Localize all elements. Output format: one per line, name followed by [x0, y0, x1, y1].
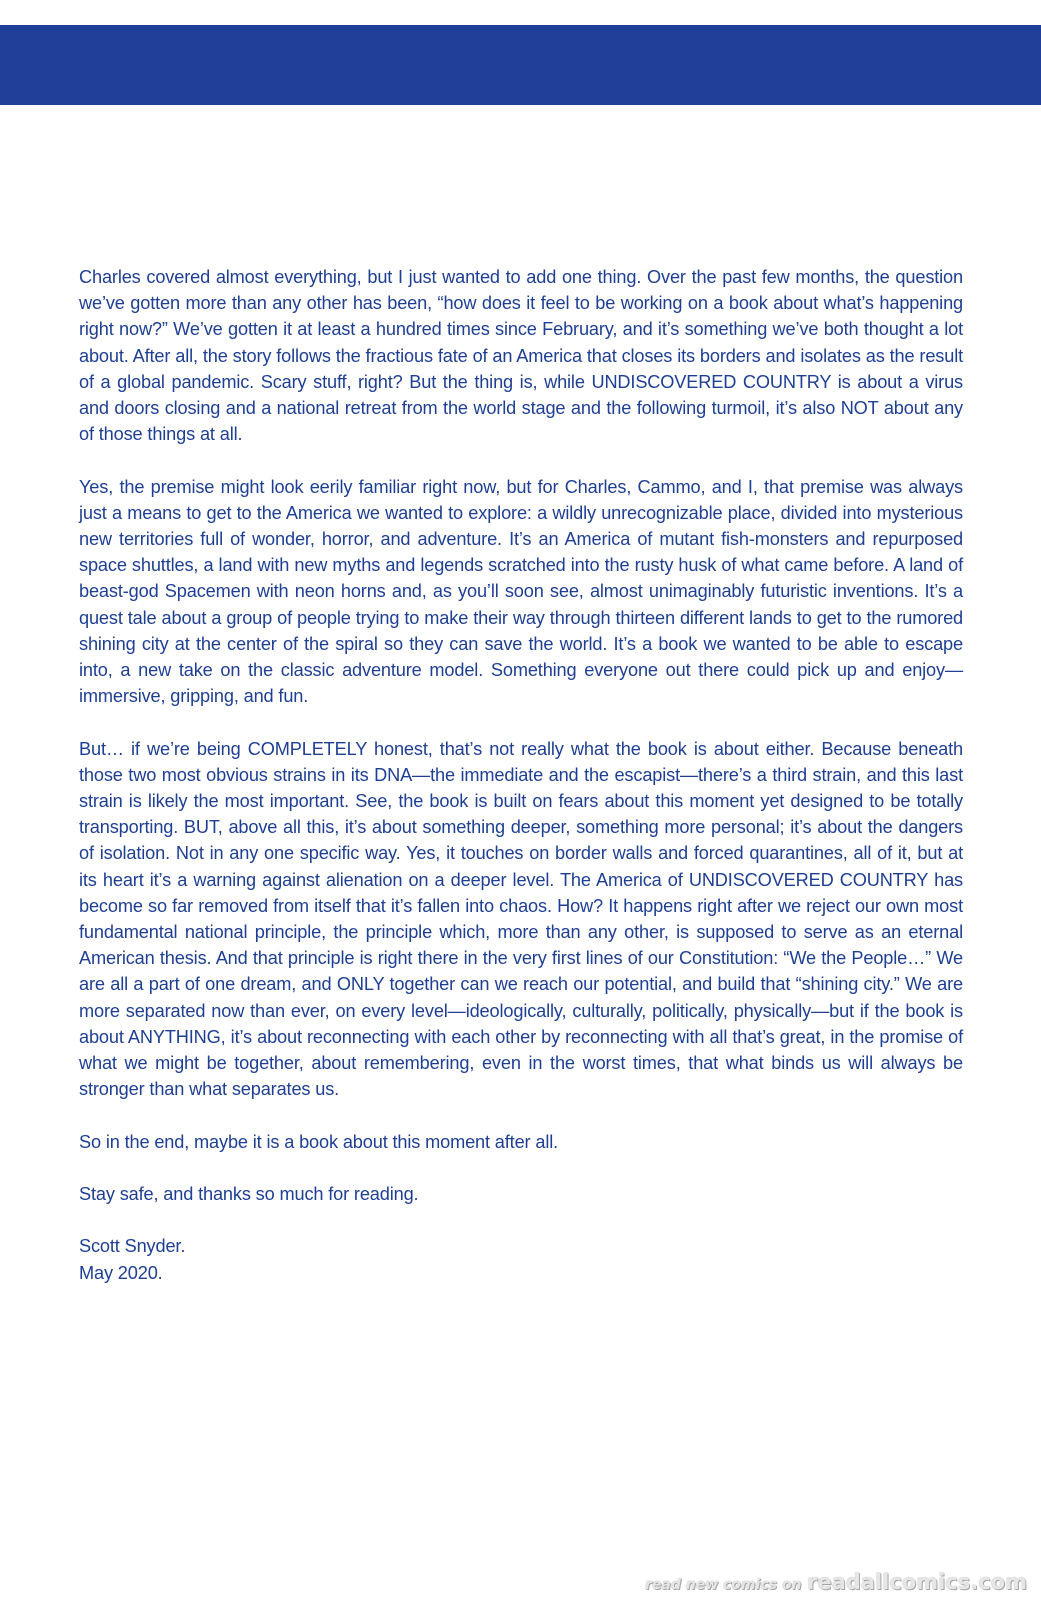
watermark-site: readallcomics.com — [806, 1570, 1027, 1594]
header-color-band — [0, 25, 1041, 105]
letter-body — [79, 264, 963, 1312]
signature-date: May 2020. — [79, 1262, 163, 1283]
signature-name: Scott Snyder. — [79, 1236, 186, 1257]
letter-paragraph: But… if we’re being COMPLETELY honest, that’s not really what the book is about either. Because beneath those two most obvious strains in its DNA—the immediate and the escapist—there’s a third strain, and this last strain is likely the most important. See, the book is built on fears about this moment yet designed to be totally transporting. BUT, above all this, it’s about something deeper, something more personal; it’s about the dangers of isolation. Not in any one specific way. Yes, it touches on border walls and forced quarantines, all of it, but at its heart it’s a warning against alienation on a deeper level. The America of UNDISCOVERED COUNTRY has become so far removed from itself that it’s fallen into chaos. How? It happens right after we reject our own most fundamental national principle, the principle which, more than any other, is supposed to serve as an eternal American thesis. And that principle is right there in the very first lines of our Constitution: “We the People…” We are all a part of one dream, and ONLY together can we reach our potential, and build that “shining city.” We are more separated now than ever, on every level—ideologically, culturally, politically, physically—but if the book is about ANYTHING, it’s about reconnecting with each other by reconnecting with all that’s great, in the promise of what we might be together, about remembering, even in the worst times, that what binds us will always be stronger than what separates us. — [79, 738, 963, 1100]
letter-paragraph: Stay safe, and thanks so much for reading. — [79, 1184, 419, 1205]
site-watermark — [645, 1570, 1027, 1594]
letter-paragraph: Yes, the premise might look eerily familiar right now, but for Charles, Cammo, and I, that premise was always just a means to get to the America we wanted to explore: a wildly unrecognizable place, divided into mysterious new territories full of wonder, horror, and adventure. It’s an America of mutant fish-monsters and repurposed space shuttles, a land with new myths and legends scratched into the rusty husk of what came before. A land of beast-god Spacemen with neon horns and, as you’ll soon see, almost unimaginably futuristic inventions. It’s a quest tale about a group of people trying to make their way through thirteen different lands to get to the rumored shining city at the center of the spiral so they can save the world. It’s a book we wanted to be able to escape into, a new take on the classic adventure model. Something everyone out there could pick up and enjoy—immersive, gripping, and fun. — [79, 476, 963, 707]
signature-block — [79, 1233, 963, 1285]
letter-paragraph: So in the end, maybe it is a book about this moment after all. — [79, 1131, 559, 1152]
letter-paragraph: Charles covered almost everything, but I just wanted to add one thing. Over the past few months, the question we’ve gotten more than any other has been, “how does it feel to be working on a book about what’s happening right now?” We’ve gotten it at least a hundred times since February, and it’s something we’ve both thought a lot about. After all, the story follows the fractious fate of an America that closes its borders and isolates as the result of a global pandemic. Scary stuff, right? But the thing is, while UNDISCOVERED COUNTRY is about a virus and doors closing and a national retreat from the world stage and the following turmoil, it’s also NOT about any of those things at all. — [79, 267, 963, 445]
watermark-prefix: read new comics on — [645, 1577, 802, 1593]
